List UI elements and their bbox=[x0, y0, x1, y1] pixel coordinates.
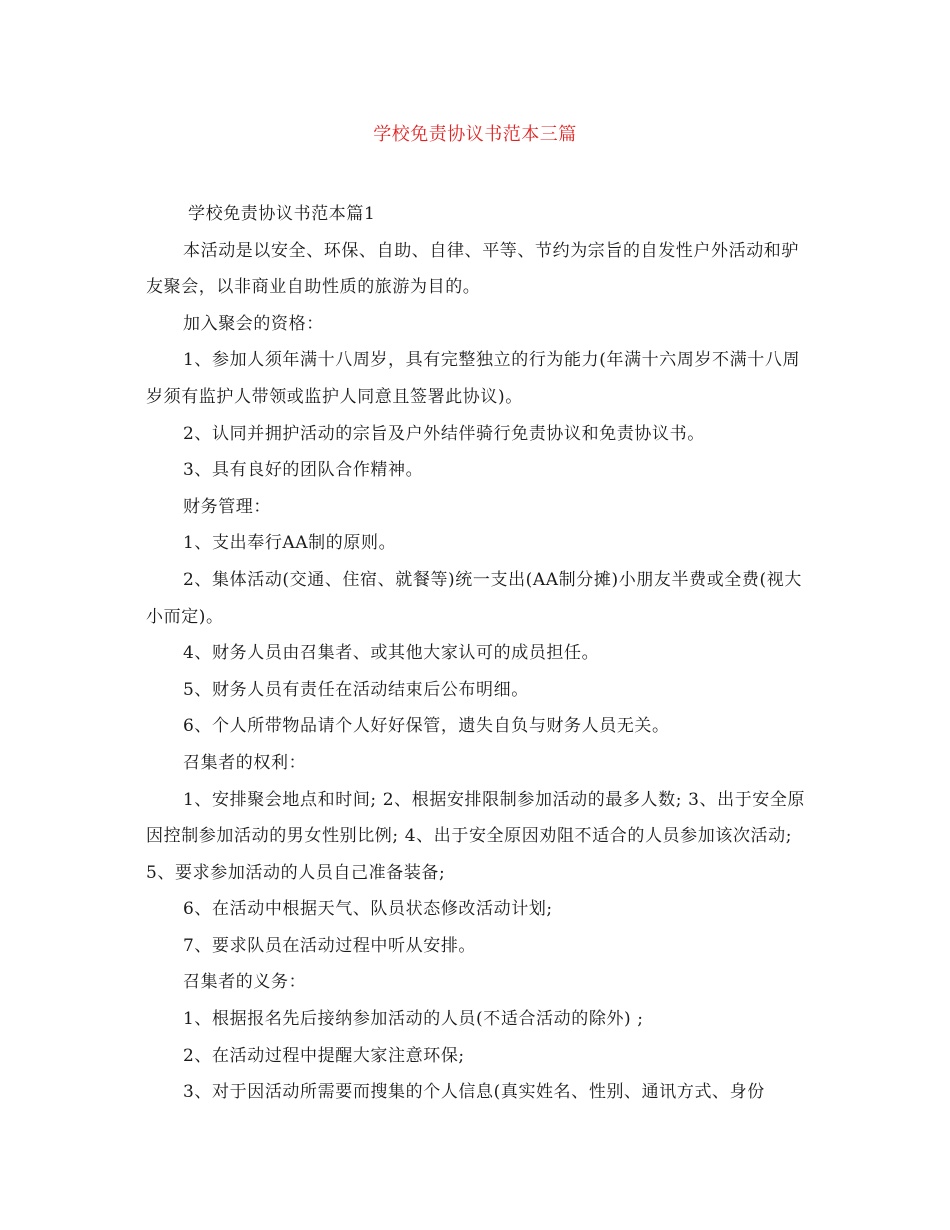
paragraph-eligibility-1: 1、参加人须年满十八周岁，具有完整独立的行为能力(年满十六周岁不满十八周岁须有监护人带领或监护人同意且签署此协议)。 bbox=[146, 350, 801, 407]
paragraph-rights-7: 7、要求队员在活动过程中听从安排。 bbox=[183, 935, 477, 956]
paragraph-duties-1: 1、根据报名先后接纳参加活动的人员(不适合活动的除外) ; bbox=[183, 1009, 644, 1030]
heading-eligibility: 加入聚会的资格： bbox=[183, 313, 324, 334]
section-subtitle: 学校免责协议书范本篇1 bbox=[188, 204, 376, 224]
heading-finance: 财务管理： bbox=[183, 496, 271, 517]
document-title: 学校免责协议书范本三篇 bbox=[373, 124, 577, 145]
paragraph-finance-1: 1、支出奉行AA制的原则。 bbox=[183, 533, 397, 554]
paragraph-finance-5: 5、财务人员有责任在活动结束后公布明细。 bbox=[183, 679, 529, 700]
paragraph-rights-6: 6、在活动中根据天气、队员状态修改活动计划; bbox=[183, 899, 553, 920]
paragraph-eligibility-2: 2、认同并拥护活动的宗旨及户外结伴骑行免责协议和免责协议书。 bbox=[183, 423, 705, 444]
paragraph-intro: 本活动是以安全、环保、自助、自律、平等、节约为宗旨的自发性户外活动和驴友聚会，以非商业自助性质的旅游为目的。 bbox=[146, 240, 799, 298]
heading-organizer-duties: 召集者的义务： bbox=[183, 972, 307, 993]
document-body bbox=[146, 196, 806, 1111]
paragraph-finance-4: 4、财务人员由召集者、或其他大家认可的成员担任。 bbox=[183, 643, 600, 664]
paragraph-eligibility-3: 3、具有良好的团队合作精神。 bbox=[183, 460, 424, 481]
paragraph-finance-6: 6、个人所带物品请个人好好保管，遗失自负与财务人员无关。 bbox=[183, 716, 670, 737]
paragraph-rights-1-5: 1、安排聚会地点和时间; 2、根据安排限制参加活动的最多人数; 3、出于安全原因控制参加活动的男女性别比例; 4、出于安全原因劝阻不适合的人员参加该次活动; 5、要求参加活动的人员自己准备装备; bbox=[146, 789, 806, 883]
paragraph-finance-2: 2、集体活动(交通、住宿、就餐等)统一支出(AA制分摊)小朋友半费或全费(视大小而定)。 bbox=[146, 569, 802, 627]
paragraph-duties-3: 3、对于因活动所需要而搜集的个人信息(真实姓名、性别、通讯方式、身份 bbox=[183, 1082, 765, 1103]
heading-organizer-rights: 召集者的权利： bbox=[183, 752, 307, 773]
paragraph-duties-2: 2、在活动过程中提醒大家注意环保; bbox=[183, 1045, 465, 1066]
